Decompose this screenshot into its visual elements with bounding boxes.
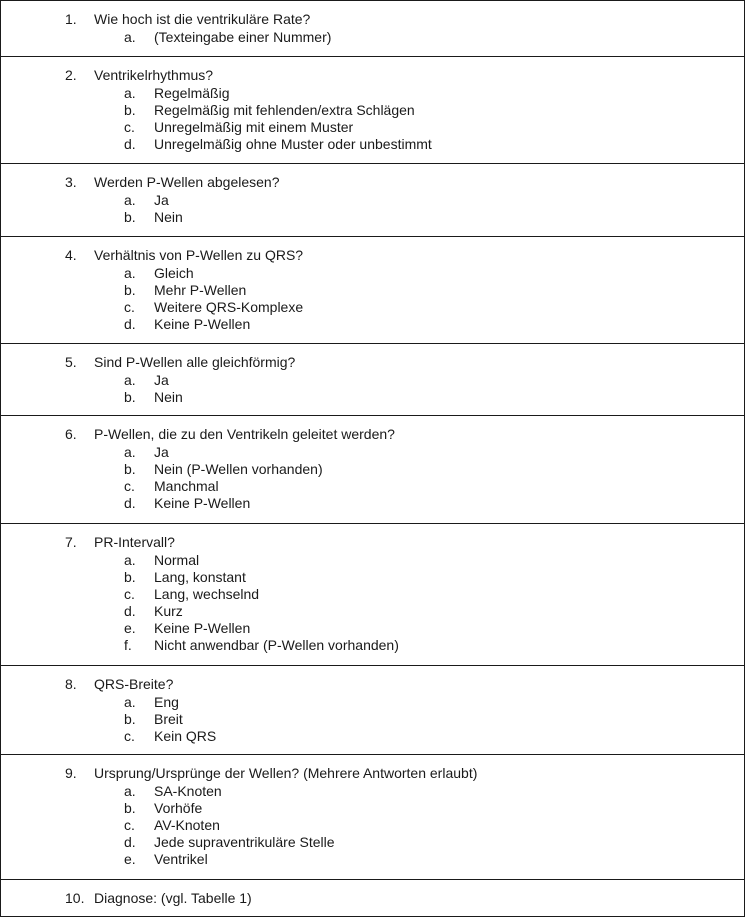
option-text: Weitere QRS-Komplexe — [154, 299, 304, 315]
option-letter: b. — [124, 711, 136, 727]
question-row-4 — [1, 237, 744, 344]
option-letter: b. — [124, 389, 136, 405]
option-letter: a. — [124, 192, 136, 208]
option-letter: d. — [124, 316, 136, 332]
option-letter: c. — [124, 728, 135, 744]
option-letter: a. — [124, 552, 136, 568]
option-text: SA-Knoten — [154, 783, 222, 799]
question-text: QRS-Breite? — [94, 676, 174, 692]
option-letter: c. — [124, 478, 135, 494]
option-letter: a. — [124, 29, 136, 45]
question-number: 3. — [65, 174, 77, 190]
question-text: P-Wellen, die zu den Ventrikeln geleitet werden? — [94, 426, 395, 442]
option-letter: a. — [124, 265, 136, 281]
question-number: 10. — [65, 890, 85, 906]
option-letter: d. — [124, 603, 136, 619]
option-text: Ja — [154, 192, 169, 208]
option-letter: c. — [124, 299, 135, 315]
option-text: Jede supraventrikuläre Stelle — [154, 834, 335, 850]
question-row-5 — [1, 344, 744, 416]
option-letter: a. — [124, 694, 136, 710]
question-row-10 — [1, 880, 744, 916]
option-text: Mehr P-Wellen — [154, 282, 247, 298]
question-number: 9. — [65, 765, 77, 781]
question-row-8 — [1, 666, 744, 755]
question-text: Ursprung/Ursprünge der Wellen? (Mehrere Antworten erlaubt) — [94, 765, 478, 781]
option-text: Lang, wechselnd — [154, 586, 260, 602]
question-number: 6. — [65, 426, 77, 442]
option-text: Keine P-Wellen — [154, 495, 251, 511]
question-text: Verhältnis von P-Wellen zu QRS? — [94, 247, 304, 263]
option-text: Vorhöfe — [154, 800, 203, 816]
question-text: Diagnose: (vgl. Tabelle 1) — [94, 890, 252, 906]
question-number: 1. — [65, 11, 77, 27]
option-letter: d. — [124, 136, 136, 152]
option-text: Kein QRS — [154, 728, 217, 744]
option-text: Unregelmäßig mit einem Muster — [154, 119, 354, 135]
question-text: Werden P-Wellen abgelesen? — [94, 174, 280, 190]
option-letter: b. — [124, 569, 136, 585]
option-letter: a. — [124, 372, 136, 388]
option-text: Nicht anwendbar (P-Wellen vorhanden) — [154, 637, 399, 653]
option-text: Nein — [154, 209, 183, 225]
question-row-3 — [1, 164, 744, 237]
question-number: 2. — [65, 67, 77, 83]
question-number: 5. — [65, 354, 77, 370]
option-letter: a. — [124, 783, 136, 799]
question-text: Wie hoch ist die ventrikuläre Rate? — [94, 11, 311, 27]
option-letter: b. — [124, 461, 136, 477]
option-text: Ja — [154, 372, 169, 388]
question-text: Ventrikelrhythmus? — [94, 67, 214, 83]
option-letter: d. — [124, 834, 136, 850]
option-text: Gleich — [154, 265, 194, 281]
option-letter: c. — [124, 119, 135, 135]
option-text: Nein — [154, 389, 183, 405]
question-text: Sind P-Wellen alle gleichförmig? — [94, 354, 296, 370]
option-letter: b. — [124, 800, 136, 816]
option-text: Kurz — [154, 603, 183, 619]
question-number: 8. — [65, 676, 77, 692]
question-row-6 — [1, 416, 744, 524]
option-letter: b. — [124, 102, 136, 118]
option-letter: e. — [124, 851, 136, 867]
question-number: 4. — [65, 247, 77, 263]
option-text: (Texteingabe einer Nummer) — [154, 29, 332, 45]
option-text: Eng — [154, 694, 179, 710]
question-row-1 — [1, 1, 744, 57]
option-text: Keine P-Wellen — [154, 316, 251, 332]
option-text: Keine P-Wellen — [154, 620, 251, 636]
option-text: Regelmäßig mit fehlenden/extra Schlägen — [154, 102, 415, 118]
option-text: Lang, konstant — [154, 569, 246, 585]
question-row-2 — [1, 57, 744, 164]
option-letter: a. — [124, 85, 136, 101]
option-letter: f. — [124, 637, 132, 653]
option-letter: d. — [124, 495, 136, 511]
option-letter: c. — [124, 817, 135, 833]
option-letter: b. — [124, 209, 136, 225]
option-letter: e. — [124, 620, 136, 636]
question-row-7 — [1, 524, 744, 666]
option-text: Regelmäßig — [154, 85, 230, 101]
option-text: Manchmal — [154, 478, 219, 494]
option-text: Unregelmäßig ohne Muster oder unbestimmt — [154, 136, 432, 152]
question-number: 7. — [65, 534, 77, 550]
option-letter: b. — [124, 282, 136, 298]
option-text: Ventrikel — [154, 851, 208, 867]
option-text: AV-Knoten — [154, 817, 220, 833]
question-row-9 — [1, 755, 744, 880]
option-text: Nein (P-Wellen vorhanden) — [154, 461, 323, 477]
option-text: Ja — [154, 444, 169, 460]
option-text: Normal — [154, 552, 200, 568]
question-text: PR-Intervall? — [94, 534, 175, 550]
option-letter: a. — [124, 444, 136, 460]
option-letter: c. — [124, 586, 135, 602]
option-text: Breit — [154, 711, 183, 727]
